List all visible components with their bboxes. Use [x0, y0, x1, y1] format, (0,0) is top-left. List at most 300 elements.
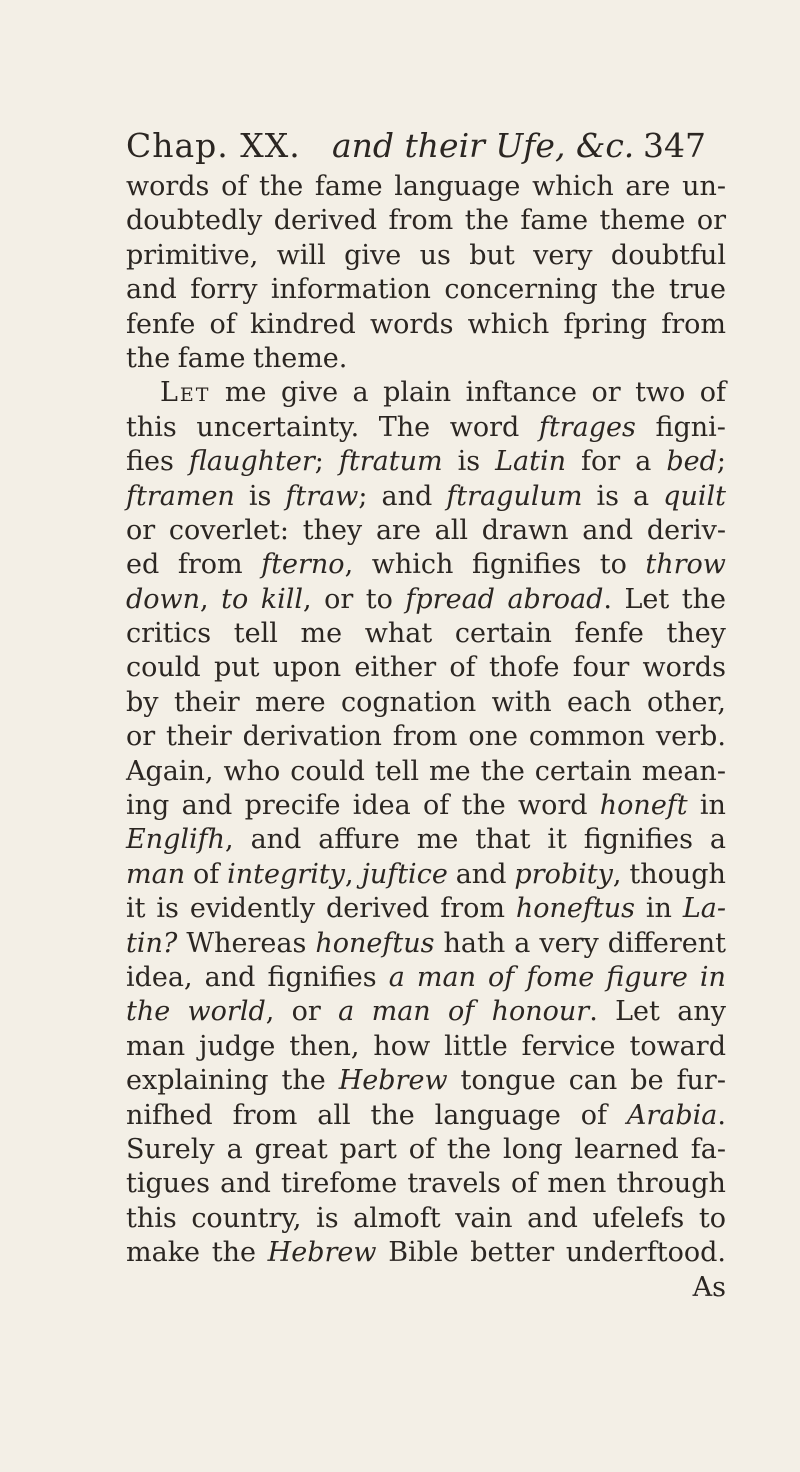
text-line	[126, 755, 726, 789]
text-run: of	[408, 1133, 435, 1165]
word	[353, 376, 369, 410]
text-line	[126, 892, 726, 926]
text-line	[126, 548, 726, 582]
text-run: ,	[225, 824, 234, 856]
text-run: thofe	[488, 652, 560, 684]
text-run: inftance	[465, 377, 578, 409]
text-run: the	[259, 171, 304, 202]
word	[592, 1202, 684, 1236]
text-run: great	[254, 1133, 328, 1165]
text-run: though	[629, 858, 726, 890]
word	[511, 1167, 537, 1201]
text-run: from	[392, 721, 458, 753]
text-run: Bible	[388, 1237, 459, 1269]
word	[582, 514, 633, 548]
word	[461, 1064, 556, 1098]
running-title: and their Ufe, &c.	[332, 126, 635, 165]
text-line	[126, 651, 726, 685]
text-run: words	[126, 171, 210, 202]
word	[394, 170, 520, 204]
text-run: their	[166, 721, 232, 753]
word	[482, 514, 569, 548]
word	[371, 1099, 415, 1133]
text-run: of	[511, 1168, 538, 1200]
italic-text: tin?	[126, 927, 178, 959]
word	[514, 927, 530, 961]
text-run: verb.	[655, 721, 726, 753]
text-run: two	[635, 377, 686, 409]
word	[514, 858, 621, 892]
word	[221, 583, 248, 617]
word	[458, 445, 481, 479]
word	[417, 961, 476, 995]
word	[249, 480, 272, 514]
word	[573, 651, 630, 685]
word	[353, 789, 411, 823]
word	[389, 961, 405, 995]
italic-text: La-	[682, 893, 726, 925]
text-run: tirefome	[281, 1168, 398, 1200]
body-text	[126, 170, 726, 1305]
text-run: long	[503, 1133, 563, 1165]
word	[435, 1099, 561, 1133]
text-line	[126, 823, 726, 857]
text-line	[126, 927, 726, 961]
text-run: they	[302, 514, 363, 546]
italic-text: flaughter	[188, 446, 315, 478]
text-run: make	[126, 1237, 201, 1269]
word	[338, 995, 354, 1029]
text-run: give	[280, 377, 339, 409]
text-run: be	[630, 1065, 664, 1097]
text-run: toward	[629, 1030, 726, 1062]
text-line	[126, 1202, 726, 1236]
word	[539, 411, 636, 445]
text-run: what	[364, 618, 433, 650]
text-run: this	[126, 1202, 177, 1234]
word	[317, 1099, 350, 1133]
word	[303, 514, 362, 548]
word	[126, 1236, 200, 1270]
word	[600, 548, 627, 582]
text-run: with	[491, 686, 552, 718]
word	[647, 686, 726, 720]
text-run: cognation	[340, 686, 477, 718]
word	[339, 1064, 448, 1098]
text-run: are	[625, 171, 671, 202]
italic-text: juftice	[361, 858, 448, 890]
word	[340, 1133, 397, 1167]
word	[318, 823, 400, 857]
text-run: certain	[534, 755, 632, 787]
text-run: fa-	[690, 1133, 726, 1165]
word	[261, 583, 312, 617]
word	[366, 583, 393, 617]
text-run: of	[221, 171, 248, 202]
word	[450, 411, 520, 445]
word	[126, 480, 235, 514]
word	[301, 617, 343, 651]
text-run: or	[126, 514, 156, 546]
text-run: and	[181, 790, 233, 822]
word	[444, 1030, 508, 1064]
text-run: coverlet:	[168, 514, 289, 546]
word	[468, 720, 518, 754]
text-line	[126, 514, 726, 548]
word	[624, 583, 669, 617]
word	[186, 927, 306, 961]
text-run: the	[211, 1237, 256, 1269]
text-run: a	[352, 377, 369, 409]
text-run: other,	[647, 686, 726, 718]
text-run: derivation	[242, 721, 382, 753]
text-run: idea,	[126, 961, 193, 993]
word	[455, 617, 552, 651]
text-run: a	[709, 824, 726, 856]
text-run: fignifies	[583, 824, 693, 856]
word	[591, 376, 620, 410]
word	[710, 823, 726, 857]
text-run: the	[281, 1065, 326, 1097]
word	[225, 376, 267, 410]
word	[635, 376, 685, 410]
word	[341, 686, 476, 720]
text-run: Surely	[126, 1133, 215, 1165]
italic-text: fterno	[261, 549, 345, 581]
italic-text: Englifh	[126, 824, 226, 856]
text-run: concerning	[444, 274, 598, 306]
text-run: a	[633, 480, 650, 512]
text-run: un-	[682, 171, 726, 202]
text-run: of	[423, 790, 450, 822]
text-run: men	[547, 1168, 607, 1200]
word	[126, 823, 234, 857]
word	[388, 1236, 458, 1270]
text-line	[126, 1099, 726, 1133]
text-run: is	[316, 1202, 339, 1234]
word	[282, 1064, 326, 1098]
text-run: will	[276, 239, 326, 271]
text-run: and	[220, 1168, 271, 1200]
text-run: of	[699, 377, 726, 409]
text-line	[126, 686, 726, 720]
word	[539, 927, 598, 961]
text-run: uncertainty.	[196, 411, 360, 443]
text-line	[126, 1030, 726, 1064]
text-run: ;	[716, 446, 726, 478]
text-line	[126, 720, 726, 754]
word	[666, 617, 725, 651]
word	[166, 720, 232, 754]
word	[663, 480, 726, 514]
text-line	[126, 411, 726, 445]
word	[468, 308, 550, 342]
word	[462, 789, 506, 823]
word	[630, 1064, 663, 1098]
word	[126, 583, 209, 617]
word	[126, 617, 211, 651]
word	[405, 583, 495, 617]
word	[255, 686, 325, 720]
text-run: fpring	[563, 308, 648, 340]
italic-text: honour	[491, 996, 590, 1028]
word	[440, 892, 505, 926]
italic-text: of	[488, 961, 515, 993]
italic-text: bed	[666, 446, 717, 478]
text-run: of	[580, 1099, 607, 1131]
text-run: ;	[314, 446, 324, 478]
word	[255, 1133, 328, 1167]
word	[126, 170, 209, 204]
text-run: it	[547, 824, 567, 856]
word	[273, 651, 341, 685]
word	[126, 1133, 215, 1167]
word	[700, 961, 726, 995]
text-run: who	[223, 755, 281, 787]
text-run: plain	[383, 377, 452, 409]
word	[600, 204, 686, 238]
word	[615, 995, 660, 1029]
text-line	[126, 1133, 726, 1167]
word	[697, 204, 726, 238]
word	[611, 239, 726, 273]
word	[700, 376, 726, 410]
text-run: very	[539, 927, 599, 959]
word	[126, 961, 193, 995]
word	[503, 1133, 563, 1167]
word	[126, 239, 258, 273]
text-run: very	[533, 239, 593, 271]
word	[126, 1099, 213, 1133]
text-run: the	[681, 583, 726, 615]
text-run: the	[126, 342, 171, 374]
text-run: vain	[455, 1202, 513, 1234]
word	[448, 995, 474, 1029]
word	[196, 411, 359, 445]
word	[608, 927, 726, 961]
word	[567, 686, 632, 720]
text-run: is	[596, 480, 619, 512]
word	[420, 239, 451, 273]
text-run: and	[204, 961, 256, 993]
word	[281, 376, 338, 410]
text-line	[126, 1167, 726, 1201]
word	[126, 858, 185, 892]
word	[600, 789, 688, 823]
word	[245, 789, 341, 823]
italic-text: ftratum	[338, 446, 443, 478]
text-run: man	[126, 1030, 186, 1062]
text-run: idea	[352, 790, 411, 822]
word	[353, 1202, 440, 1236]
text-run: fervice	[521, 1030, 616, 1062]
word	[199, 1030, 275, 1064]
text-run: of	[449, 652, 476, 684]
text-run: drawn	[481, 514, 569, 546]
word	[547, 823, 567, 857]
word	[616, 1167, 725, 1201]
italic-text: the	[126, 996, 171, 1028]
text-run: through	[616, 1168, 726, 1200]
text-run: they	[666, 618, 726, 650]
text-run: then,	[289, 1030, 360, 1062]
text-run: the	[611, 274, 656, 306]
word	[646, 892, 672, 926]
word	[488, 961, 514, 995]
italic-text: man	[371, 996, 431, 1028]
text-run: from	[440, 893, 505, 925]
text-run: affure	[318, 824, 400, 856]
text-run: travels	[407, 1168, 501, 1200]
word	[221, 170, 247, 204]
word	[645, 548, 726, 582]
word	[190, 273, 257, 307]
word	[691, 1133, 726, 1167]
text-run: Let	[624, 583, 670, 615]
word	[126, 1167, 210, 1201]
italic-text: to	[221, 583, 249, 615]
word	[169, 514, 289, 548]
text-run: a	[635, 446, 652, 478]
italic-text: world	[187, 996, 266, 1028]
word	[126, 1202, 177, 1236]
text-line	[126, 1236, 726, 1270]
word	[388, 204, 453, 238]
word	[182, 789, 233, 823]
word	[223, 755, 280, 789]
text-line	[126, 1271, 726, 1305]
text-line	[126, 170, 726, 204]
text-run: put	[213, 652, 260, 684]
word	[373, 1030, 430, 1064]
text-run: explaining	[126, 1065, 269, 1097]
text-line	[126, 961, 726, 995]
text-run: certain	[454, 618, 552, 650]
text-run: ed	[126, 549, 160, 581]
word	[370, 308, 453, 342]
word	[606, 961, 688, 995]
italic-text: honeft	[599, 790, 688, 822]
text-run: .	[603, 583, 612, 615]
word	[191, 1202, 301, 1236]
word	[285, 480, 367, 514]
text-run: almoft	[353, 1202, 441, 1234]
word	[193, 858, 219, 892]
text-run: or	[291, 996, 321, 1028]
text-run: fignifies	[471, 549, 582, 581]
text-run: little	[444, 1030, 508, 1062]
text-line	[126, 583, 726, 617]
word	[160, 376, 210, 410]
text-run: upon	[272, 652, 342, 684]
word	[642, 755, 726, 789]
text-run: true	[668, 274, 726, 306]
word	[214, 651, 260, 685]
word	[492, 995, 598, 1029]
text-run: could	[126, 652, 201, 684]
word	[212, 1236, 256, 1270]
text-run: The	[378, 411, 431, 443]
text-run: or	[324, 583, 354, 615]
word	[447, 1133, 491, 1167]
italic-text: honeftus	[515, 893, 635, 925]
word	[669, 273, 726, 307]
text-run: mean-	[641, 755, 726, 787]
text-run: us	[419, 239, 451, 271]
text-run: derived	[273, 205, 378, 237]
text-run: Again,	[126, 755, 214, 787]
text-run: and	[455, 858, 507, 890]
text-line	[126, 273, 726, 307]
text-line	[126, 480, 726, 514]
word	[178, 342, 246, 376]
word	[234, 617, 278, 651]
word	[693, 1271, 726, 1305]
italic-text: ftramen	[126, 480, 235, 512]
text-run: to	[365, 583, 393, 615]
word	[259, 170, 303, 204]
text-run: fies	[126, 446, 174, 478]
word	[492, 686, 552, 720]
text-run: in	[699, 790, 726, 822]
text-run: to	[698, 1202, 726, 1234]
word	[495, 445, 566, 479]
text-run: or	[696, 205, 726, 237]
word	[507, 583, 612, 617]
word	[581, 445, 620, 479]
text-run: for	[581, 446, 621, 478]
text-line	[126, 342, 726, 376]
text-run: are	[375, 514, 421, 546]
word	[443, 927, 505, 961]
text-run: Let	[615, 996, 660, 1028]
text-run: is	[457, 446, 481, 478]
italic-text: man	[416, 961, 476, 993]
text-line	[126, 204, 726, 238]
text-run: which	[532, 171, 614, 202]
text-run: deriv-	[646, 514, 726, 546]
word	[526, 961, 594, 995]
text-run: learned	[574, 1133, 679, 1165]
word	[126, 892, 146, 926]
word	[354, 651, 436, 685]
word	[190, 892, 315, 926]
text-run: or	[591, 377, 621, 409]
italic-text: Arabia	[626, 1099, 718, 1131]
text-run: .	[589, 996, 598, 1028]
text-run: can	[568, 1065, 618, 1097]
word	[126, 927, 177, 961]
word	[126, 204, 262, 238]
small-caps-text: Let	[160, 377, 211, 409]
word	[261, 548, 353, 582]
italic-text: abroad	[507, 583, 604, 615]
word	[574, 617, 643, 651]
text-run: judge	[199, 1030, 276, 1062]
word	[470, 1236, 554, 1270]
text-run: and	[527, 1202, 578, 1234]
word	[629, 858, 726, 892]
text-run: each	[567, 686, 632, 718]
text-line	[126, 858, 726, 892]
word	[379, 411, 430, 445]
word	[274, 204, 377, 238]
text-line	[126, 376, 726, 410]
word	[365, 617, 432, 651]
text-run: the	[464, 205, 509, 237]
word	[243, 720, 382, 754]
text-run: theme.	[252, 342, 348, 374]
